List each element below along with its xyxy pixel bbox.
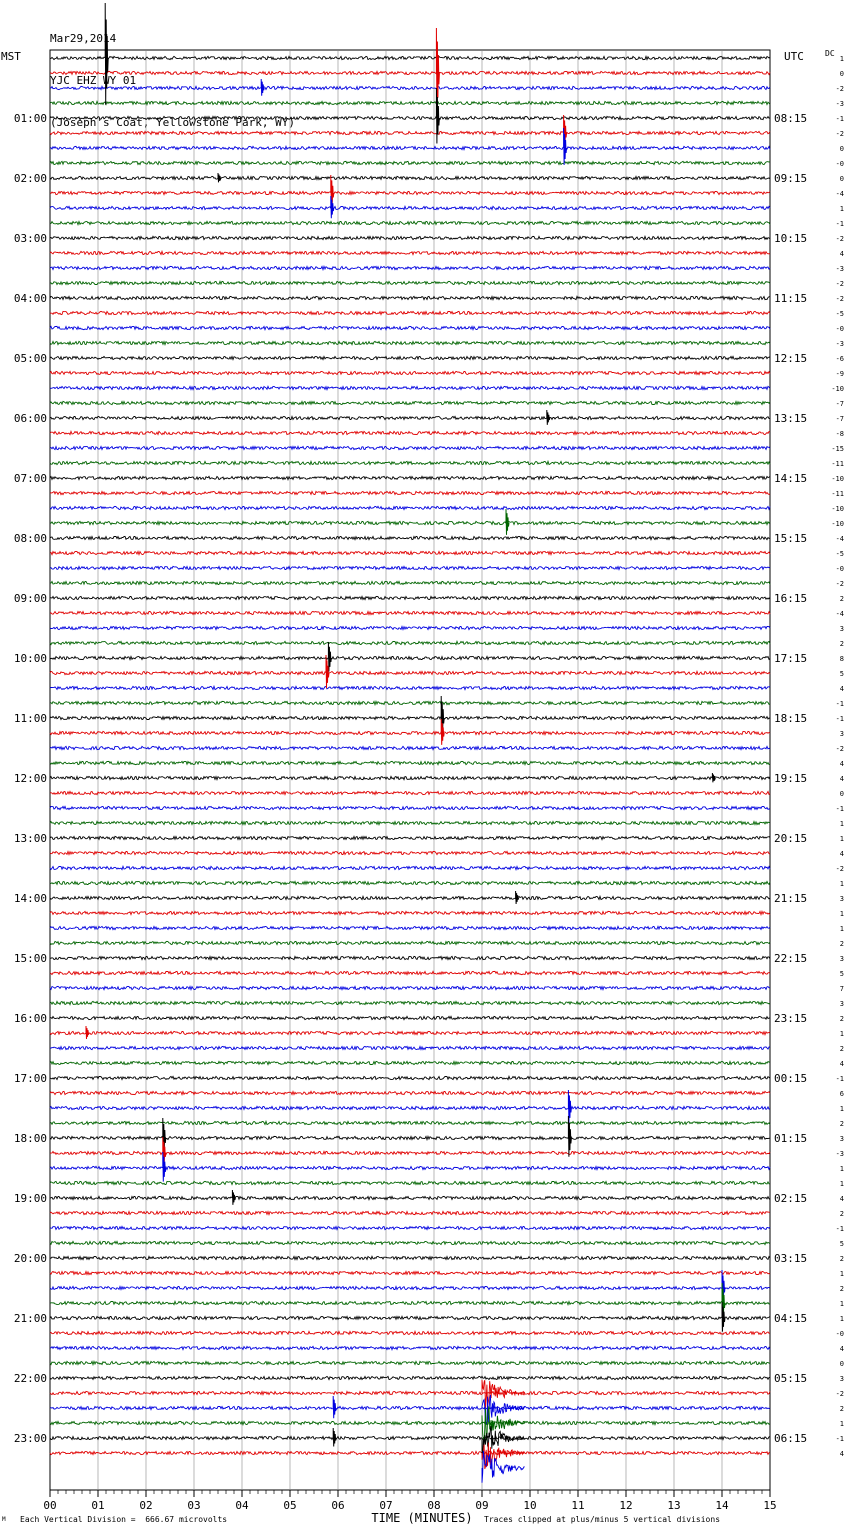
- hour-label-right: 12:15: [774, 352, 808, 365]
- dc-offset-label: 2: [839, 1210, 844, 1218]
- trace-line: [50, 461, 770, 464]
- trace-line: [50, 911, 770, 914]
- event-spike: [506, 509, 509, 535]
- trace-line: [50, 1181, 770, 1184]
- trace-line: [50, 176, 770, 179]
- dc-offset-label: -1: [835, 115, 844, 123]
- trace-line: [50, 1436, 770, 1439]
- hour-label-right: 18:15: [774, 712, 808, 725]
- hour-label-right: 14:15: [774, 472, 808, 485]
- hour-label-right: 23:15: [774, 1012, 808, 1025]
- dc-offset-label: 5: [839, 970, 844, 978]
- hour-label-left: 05:00: [13, 352, 47, 365]
- dc-offset-label: 1: [839, 1105, 844, 1113]
- dc-offset-label: 0: [839, 145, 844, 153]
- hour-label-right: 11:15: [774, 292, 808, 305]
- x-axis-title: TIME (MINUTES): [371, 1511, 473, 1525]
- dc-offset-label: 0: [839, 70, 844, 78]
- dc-offset-label: 2: [839, 940, 844, 948]
- dc-offset-label: 7: [839, 985, 844, 993]
- dc-offset-label: 0: [839, 175, 844, 183]
- trace-line: [50, 881, 770, 884]
- left-timezone-label: MST: [1, 50, 21, 63]
- hour-label-left: 21:00: [13, 1312, 47, 1325]
- trace-line: [50, 971, 770, 974]
- hour-label-right: 08:15: [774, 112, 808, 125]
- dc-offset-label: -2: [835, 745, 844, 753]
- trace-line: [50, 71, 770, 74]
- x-tick-label: 14: [715, 1499, 729, 1512]
- trace-line: [50, 611, 770, 614]
- traces: [50, 3, 770, 1483]
- trace-line: [50, 1346, 770, 1349]
- trace-line: [50, 851, 770, 854]
- dc-offset-label: -1: [835, 220, 844, 228]
- dc-offset-label: 1: [839, 835, 844, 843]
- date-label: Mar29,2014: [50, 32, 117, 45]
- event-spike: [333, 1396, 336, 1418]
- dc-offset-label: -3: [835, 265, 844, 273]
- hour-label-left: 01:00: [13, 112, 47, 125]
- trace-line: [50, 1166, 770, 1169]
- trace-line: [50, 251, 770, 254]
- trace-line: [50, 386, 770, 389]
- dc-offset-label: 1: [839, 910, 844, 918]
- hour-label-left: 20:00: [13, 1252, 47, 1265]
- trace-line: [50, 731, 770, 734]
- trace-line: [50, 1256, 770, 1259]
- event-spike: [105, 3, 108, 105]
- trace-line: [50, 1121, 770, 1124]
- trace-line: [50, 401, 770, 404]
- trace-line: [50, 1196, 770, 1199]
- dc-offset-label: -5: [835, 550, 844, 558]
- hour-label-right: 09:15: [774, 172, 808, 185]
- hour-label-right: 15:15: [774, 532, 808, 545]
- dc-offset-label: -15: [831, 445, 844, 453]
- dc-offset-label: 4: [839, 1060, 844, 1068]
- hour-label-left: 19:00: [13, 1192, 47, 1205]
- dc-offset-label: 3: [839, 955, 844, 963]
- trace-line: [50, 296, 770, 299]
- dc-offset-label: -7: [835, 400, 844, 408]
- trace-line: [50, 371, 770, 374]
- trace-line: [50, 326, 770, 329]
- trace-line: [50, 1316, 770, 1319]
- dc-offset-label: 4: [839, 1195, 844, 1203]
- trace-line: [50, 161, 770, 164]
- dc-offset-label: -10: [831, 505, 844, 513]
- event-spike: [232, 1190, 235, 1205]
- dc-offset-label: 1: [839, 820, 844, 828]
- event-spike: [261, 79, 264, 96]
- dc-offset-label: 2: [839, 640, 844, 648]
- earthquake-burst: [482, 1443, 525, 1469]
- trace-line: [50, 716, 770, 719]
- hour-label-right: 06:15: [774, 1432, 808, 1445]
- dc-offset-label: -9: [835, 370, 844, 378]
- trace-line: [50, 566, 770, 569]
- trace-line: [50, 671, 770, 674]
- trace-line: [50, 1031, 770, 1034]
- trace-line: [50, 581, 770, 584]
- trace-line: [50, 491, 770, 494]
- trace-line: [50, 926, 770, 929]
- dc-offset-label: 3: [839, 625, 844, 633]
- dc-offset-label: 2: [839, 1015, 844, 1023]
- trace-line: [50, 506, 770, 509]
- trace-line: [50, 1331, 770, 1334]
- dc-offset-label: 5: [839, 670, 844, 678]
- dc-offset-label: 3: [839, 895, 844, 903]
- dc-offset-label: -2: [835, 85, 844, 93]
- right-timezone-label: UTC: [784, 50, 804, 63]
- trace-line: [50, 1046, 770, 1049]
- trace-line: [50, 1406, 770, 1409]
- dc-offset-label: -10: [831, 475, 844, 483]
- trace-line: [50, 761, 770, 764]
- trace-line: [50, 746, 770, 749]
- trace-line: [50, 626, 770, 629]
- x-tick-label: 09: [475, 1499, 489, 1512]
- hour-label-left: 16:00: [13, 1012, 47, 1025]
- trace-line: [50, 791, 770, 794]
- dc-offset-label: -1: [835, 1225, 844, 1233]
- dc-offset-label: 4: [839, 775, 844, 783]
- trace-line: [50, 536, 770, 539]
- hour-label-right: 19:15: [774, 772, 808, 785]
- hour-label-left: 15:00: [13, 952, 47, 965]
- dc-offset-label: 5: [839, 1240, 844, 1248]
- dc-offset-label: 1: [839, 1270, 844, 1278]
- dc-offset-label: 4: [839, 760, 844, 768]
- dc-offset-label: 2: [839, 1285, 844, 1293]
- footer-clip-note: Traces clipped at plus/minus 5 vertical divisions: [484, 1515, 721, 1524]
- trace-line: [50, 821, 770, 824]
- x-tick-label: 01: [91, 1499, 105, 1512]
- event-spike: [333, 1428, 336, 1447]
- trace-line: [50, 146, 770, 149]
- trace-line: [50, 56, 770, 59]
- dc-offset-label: 1: [839, 1420, 844, 1428]
- x-tick-label: 11: [571, 1499, 585, 1512]
- dc-offset-label: -1: [835, 1075, 844, 1083]
- trace-line: [50, 131, 770, 134]
- hour-label-right: 05:15: [774, 1372, 808, 1385]
- hour-label-left: 11:00: [13, 712, 47, 725]
- dc-offset-label: -3: [835, 100, 844, 108]
- trace-line: [50, 1001, 770, 1004]
- hour-label-right: 03:15: [774, 1252, 808, 1265]
- dc-offset-label: 2: [839, 595, 844, 603]
- trace-line: [50, 1376, 770, 1379]
- hour-label-left: 18:00: [13, 1132, 47, 1145]
- dc-offset-label: -0: [835, 565, 844, 573]
- footer-mark: M: [2, 1516, 6, 1523]
- x-tick-label: 00: [43, 1499, 57, 1512]
- dc-offset-label: -5: [835, 310, 844, 318]
- trace-line: [50, 1226, 770, 1229]
- dc-header-label: DC: [825, 49, 835, 58]
- trace-line: [50, 1286, 770, 1289]
- dc-offset-label: -0: [835, 160, 844, 168]
- trace-line: [50, 1451, 770, 1454]
- footer-scale-note: Each Vertical Division = 666.67 microvolts: [20, 1515, 228, 1524]
- dc-offset-label: 3: [839, 1135, 844, 1143]
- trace-line: [50, 1241, 770, 1244]
- dc-offset-label: -1: [835, 715, 844, 723]
- trace-line: [50, 476, 770, 479]
- dc-offset-label: -8: [835, 430, 844, 438]
- dc-offset-label: -11: [831, 490, 844, 498]
- dc-offset-label: 6: [839, 1090, 844, 1098]
- station-label: YJC EHZ WY 01: [50, 74, 137, 87]
- trace-line: [50, 1391, 770, 1394]
- dc-offset-label: -3: [835, 340, 844, 348]
- trace-line: [50, 776, 770, 779]
- x-tick-label: 04: [235, 1499, 249, 1512]
- dc-offset-label: -2: [835, 580, 844, 588]
- hour-label-left: 02:00: [13, 172, 47, 185]
- dc-offset-label: -2: [835, 865, 844, 873]
- dc-offset-label: 4: [839, 250, 844, 258]
- location-label: (Joseph's Coat, Yellowstone Park, WY): [50, 116, 296, 129]
- hour-label-right: 16:15: [774, 592, 808, 605]
- dc-offset-label: 2: [839, 1255, 844, 1263]
- x-tick-label: 13: [667, 1499, 681, 1512]
- trace-line: [50, 1106, 770, 1109]
- trace-line: [50, 941, 770, 944]
- dc-offset-label: -0: [835, 325, 844, 333]
- trace-line: [50, 866, 770, 869]
- dc-offset-label: 3: [839, 1375, 844, 1383]
- trace-line: [50, 431, 770, 434]
- trace-line: [50, 416, 770, 419]
- dc-offset-label: -1: [835, 805, 844, 813]
- dc-offset-label: -6: [835, 355, 844, 363]
- hour-label-right: 17:15: [774, 652, 808, 665]
- dc-offset-label: -2: [835, 295, 844, 303]
- event-spike: [218, 173, 221, 182]
- hour-label-left: 08:00: [13, 532, 47, 545]
- trace-line: [50, 1421, 770, 1424]
- hour-label-left: 23:00: [13, 1432, 47, 1445]
- dc-offset-label: 1: [839, 1030, 844, 1038]
- trace-line: [50, 1211, 770, 1214]
- x-tick-label: 03: [187, 1499, 201, 1512]
- hour-label-right: 22:15: [774, 952, 808, 965]
- hour-label-left: 14:00: [13, 892, 47, 905]
- hour-label-left: 04:00: [13, 292, 47, 305]
- dc-offset-label: -0: [835, 1330, 844, 1338]
- dc-offset-label: -11: [831, 460, 844, 468]
- x-tick-label: 08: [427, 1499, 441, 1512]
- trace-line: [50, 1136, 770, 1139]
- hour-label-left: 22:00: [13, 1372, 47, 1385]
- hour-label-left: 06:00: [13, 412, 47, 425]
- dc-offset-label: 1: [839, 1165, 844, 1173]
- hour-label-right: 20:15: [774, 832, 808, 845]
- dc-offset-label: 2: [839, 1405, 844, 1413]
- trace-line: [50, 596, 770, 599]
- dc-offset-label: 4: [839, 1450, 844, 1458]
- hour-label-left: 10:00: [13, 652, 47, 665]
- trace-line: [50, 101, 770, 104]
- dc-offset-label: 8: [839, 655, 844, 663]
- axis-labels: [14, 55, 844, 1512]
- trace-line: [50, 986, 770, 989]
- hour-label-left: 13:00: [13, 832, 47, 845]
- dc-offset-label: -1: [835, 1435, 844, 1443]
- dc-offset-label: -4: [835, 610, 844, 618]
- hour-label-left: 09:00: [13, 592, 47, 605]
- dc-offset-label: 4: [839, 685, 844, 693]
- dc-offset-label: 1: [839, 1180, 844, 1188]
- hour-label-right: 13:15: [774, 412, 808, 425]
- x-tick-label: 02: [139, 1499, 153, 1512]
- hour-label-right: 00:15: [774, 1072, 808, 1085]
- hour-label-left: 03:00: [13, 232, 47, 245]
- dc-offset-label: 1: [839, 1300, 844, 1308]
- dc-offset-label: -1: [835, 700, 844, 708]
- trace-line: [50, 1076, 770, 1079]
- trace-line: [50, 686, 770, 689]
- dc-offset-label: 4: [839, 850, 844, 858]
- trace-line: [50, 1301, 770, 1304]
- x-tick-label: 10: [523, 1499, 537, 1512]
- trace-line: [50, 236, 770, 239]
- trace-line: [50, 551, 770, 554]
- event-spike: [516, 891, 519, 904]
- trace-line: [50, 701, 770, 704]
- event-spike: [712, 773, 715, 782]
- trace-line: [50, 446, 770, 449]
- event-spike: [328, 642, 331, 672]
- trace-line: [50, 806, 770, 809]
- x-tick-label: 12: [619, 1499, 633, 1512]
- trace-line: [50, 116, 770, 119]
- hour-label-right: 02:15: [774, 1192, 808, 1205]
- x-tick-label: 15: [763, 1499, 777, 1512]
- trace-line: [50, 86, 770, 89]
- trace-line: [50, 1271, 770, 1274]
- trace-line: [50, 521, 770, 524]
- x-tick-label: 07: [379, 1499, 393, 1512]
- dc-offset-label: -3: [835, 1150, 844, 1158]
- hour-label-right: 01:15: [774, 1132, 808, 1145]
- dc-offset-label: 1: [839, 1315, 844, 1323]
- trace-line: [50, 641, 770, 644]
- trace-line: [50, 356, 770, 359]
- dc-offset-label: -2: [835, 130, 844, 138]
- dc-offset-label: -10: [831, 385, 844, 393]
- trace-line: [50, 311, 770, 314]
- dc-offset-label: 4: [839, 1345, 844, 1353]
- earthquake-burst: [482, 1380, 525, 1408]
- trace-line: [50, 206, 770, 209]
- trace-line: [50, 836, 770, 839]
- dc-offset-label: 2: [839, 1045, 844, 1053]
- dc-offset-label: 1: [839, 880, 844, 888]
- x-tick-label: 05: [283, 1499, 297, 1512]
- dc-offset-label: -2: [835, 235, 844, 243]
- dc-offset-label: -4: [835, 535, 844, 543]
- event-spike: [547, 410, 550, 425]
- dc-offset-label: 1: [839, 205, 844, 213]
- dc-offset-label: 1: [839, 925, 844, 933]
- hour-label-left: 12:00: [13, 772, 47, 785]
- dc-offset-label: 3: [839, 1000, 844, 1008]
- trace-line: [50, 341, 770, 344]
- trace-line: [50, 221, 770, 224]
- event-spike: [86, 1026, 89, 1039]
- hour-label-right: 10:15: [774, 232, 808, 245]
- hour-label-left: 07:00: [13, 472, 47, 485]
- trace-line: [50, 956, 770, 959]
- dc-offset-label: -4: [835, 190, 844, 198]
- trace-line: [50, 896, 770, 899]
- dc-offset-label: 0: [839, 790, 844, 798]
- trace-line: [50, 656, 770, 659]
- dc-offset-label: 3: [839, 730, 844, 738]
- trace-line: [50, 1061, 770, 1064]
- trace-line: [50, 266, 770, 269]
- trace-line: [50, 281, 770, 284]
- trace-line: [50, 1091, 770, 1094]
- dc-offset-label: -7: [835, 415, 844, 423]
- trace-line: [50, 1151, 770, 1154]
- hour-label-left: 17:00: [13, 1072, 47, 1085]
- hour-label-right: 21:15: [774, 892, 808, 905]
- trace-line: [50, 1016, 770, 1019]
- trace-line: [50, 191, 770, 194]
- dc-offset-label: 0: [839, 1360, 844, 1368]
- dc-offset-label: -10: [831, 520, 844, 528]
- trace-line: [50, 1361, 770, 1364]
- dc-offset-label: -2: [835, 1390, 844, 1398]
- dc-offset-label: 2: [839, 1120, 844, 1128]
- dc-offset-label: -2: [835, 280, 844, 288]
- hour-label-right: 04:15: [774, 1312, 808, 1325]
- dc-offset-label: 1: [839, 55, 844, 63]
- x-tick-label: 06: [331, 1499, 345, 1512]
